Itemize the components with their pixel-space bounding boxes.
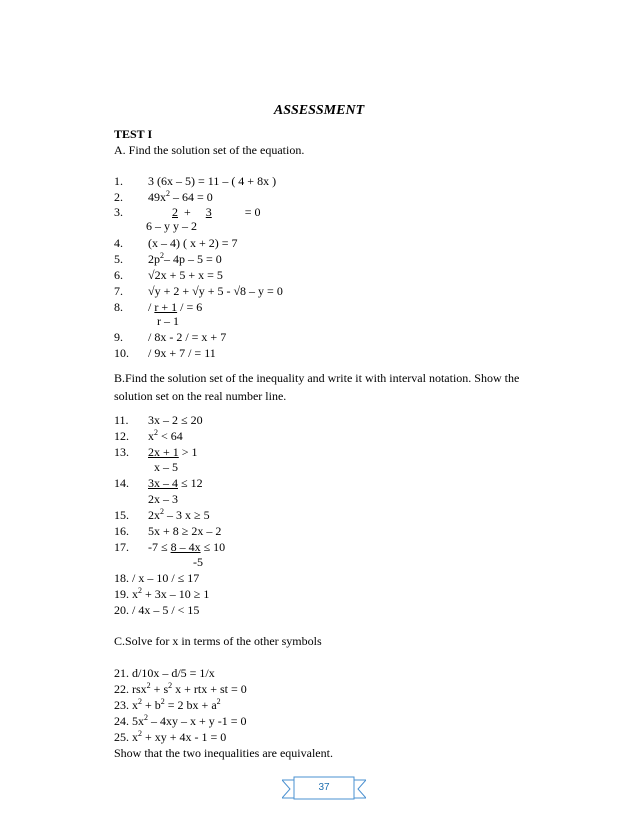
item-number: 9. bbox=[114, 330, 123, 344]
item-number: 4. bbox=[114, 236, 123, 250]
inequality: 20. / 4x – 5 / < 15 bbox=[114, 603, 200, 617]
item-number: 14. bbox=[114, 476, 129, 490]
section-b-heading: B.Find the solution set of the inequality and write it with interval notation. Show the solution set on the real number line. bbox=[114, 371, 520, 403]
equation: $49x^2 - 64 = 0$ bbox=[148, 189, 213, 204]
inequality: 19. $x^2 + 3x - 10 \ge 1$ bbox=[114, 586, 210, 601]
page-number: 37 bbox=[318, 782, 330, 793]
denominator: x – 5 bbox=[154, 460, 178, 474]
inequality: 2x + 1 > 1 bbox=[148, 445, 198, 459]
inequality: $x^2 < 64$ bbox=[148, 428, 183, 443]
equation: 3 (6x – 5) = 11 – ( 4 + 8x ) bbox=[148, 174, 277, 188]
inequality: 18. / x – 10 / ≤ 17 bbox=[114, 571, 200, 585]
problem: 21. d/10x – d/5 = 1/x bbox=[114, 666, 215, 680]
item-number: 17. bbox=[114, 540, 129, 554]
equation: $2p^2-$ 4p – 5 = 0 bbox=[148, 251, 222, 266]
equation: / 9x + 7 / = 11 bbox=[148, 346, 216, 360]
problem: 25. $x^2$ + xy + 4x - 1 = 0 bbox=[114, 729, 227, 744]
denominator: 2x – 3 bbox=[148, 492, 178, 506]
inequality: -7 ≤ 8 – 4x ≤ 10 bbox=[148, 540, 226, 554]
problem: 24. $5x^2 - 4xy - x + y$ -1 = 0 bbox=[114, 713, 247, 728]
item-number: 15. bbox=[114, 508, 129, 522]
denominators: 6 – y y – 2 bbox=[146, 219, 197, 233]
section-c-heading: C.Solve for x in terms of the other symbols bbox=[114, 634, 322, 648]
equation: √2x + 5 + x = 5 bbox=[148, 268, 223, 282]
equation: / 8x - 2 / = x + 7 bbox=[148, 330, 227, 344]
item-number: 3. bbox=[114, 205, 123, 219]
equation: √y + 2 + √y + 5 - √8 – y = 0 bbox=[148, 284, 283, 298]
item-number: 2. bbox=[114, 190, 123, 204]
item-number: 7. bbox=[114, 284, 123, 298]
problem: 23. $x^2 + b^2 = 2$ bx + $a^2$ bbox=[114, 697, 221, 712]
item-number: 8. bbox=[114, 300, 123, 314]
item-number: 11. bbox=[114, 413, 129, 427]
closing-instruction: Show that the two inequalities are equivalent. bbox=[114, 746, 333, 760]
inequality: $2x^2 - 3$ x ≥ 5 bbox=[148, 507, 210, 522]
equation: 2 + 3 = 0 bbox=[172, 205, 261, 219]
problem: 22. $rsx^2 + s^2$ x + rtx + st = 0 bbox=[114, 681, 247, 696]
inequality: 3x – 2 ≤ 20 bbox=[148, 413, 203, 427]
page-number-ribbon bbox=[282, 776, 366, 802]
item-number: 6. bbox=[114, 268, 123, 282]
denominator: -5 bbox=[193, 555, 203, 569]
item-number: 5. bbox=[114, 252, 123, 266]
item-number: 16. bbox=[114, 524, 129, 538]
item-number: 13. bbox=[114, 445, 129, 459]
inequality: 5x + 8 ≥ 2x – 2 bbox=[148, 524, 222, 538]
item-number: 1. bbox=[114, 174, 123, 188]
item-number: 10. bbox=[114, 346, 129, 360]
page-title: ASSESSMENT bbox=[273, 103, 365, 118]
inequality: 3x – 4 ≤ 12 bbox=[148, 476, 203, 490]
item-number: 12. bbox=[114, 429, 129, 443]
section-a-heading: A. Find the solution set of the equation. bbox=[114, 143, 305, 157]
equation: / r + 1 / = 6 bbox=[148, 300, 203, 314]
test-label: TEST I bbox=[114, 127, 153, 141]
equation: (x – 4) ( x + 2) = 7 bbox=[148, 236, 238, 250]
denominator: r – 1 bbox=[157, 314, 179, 328]
